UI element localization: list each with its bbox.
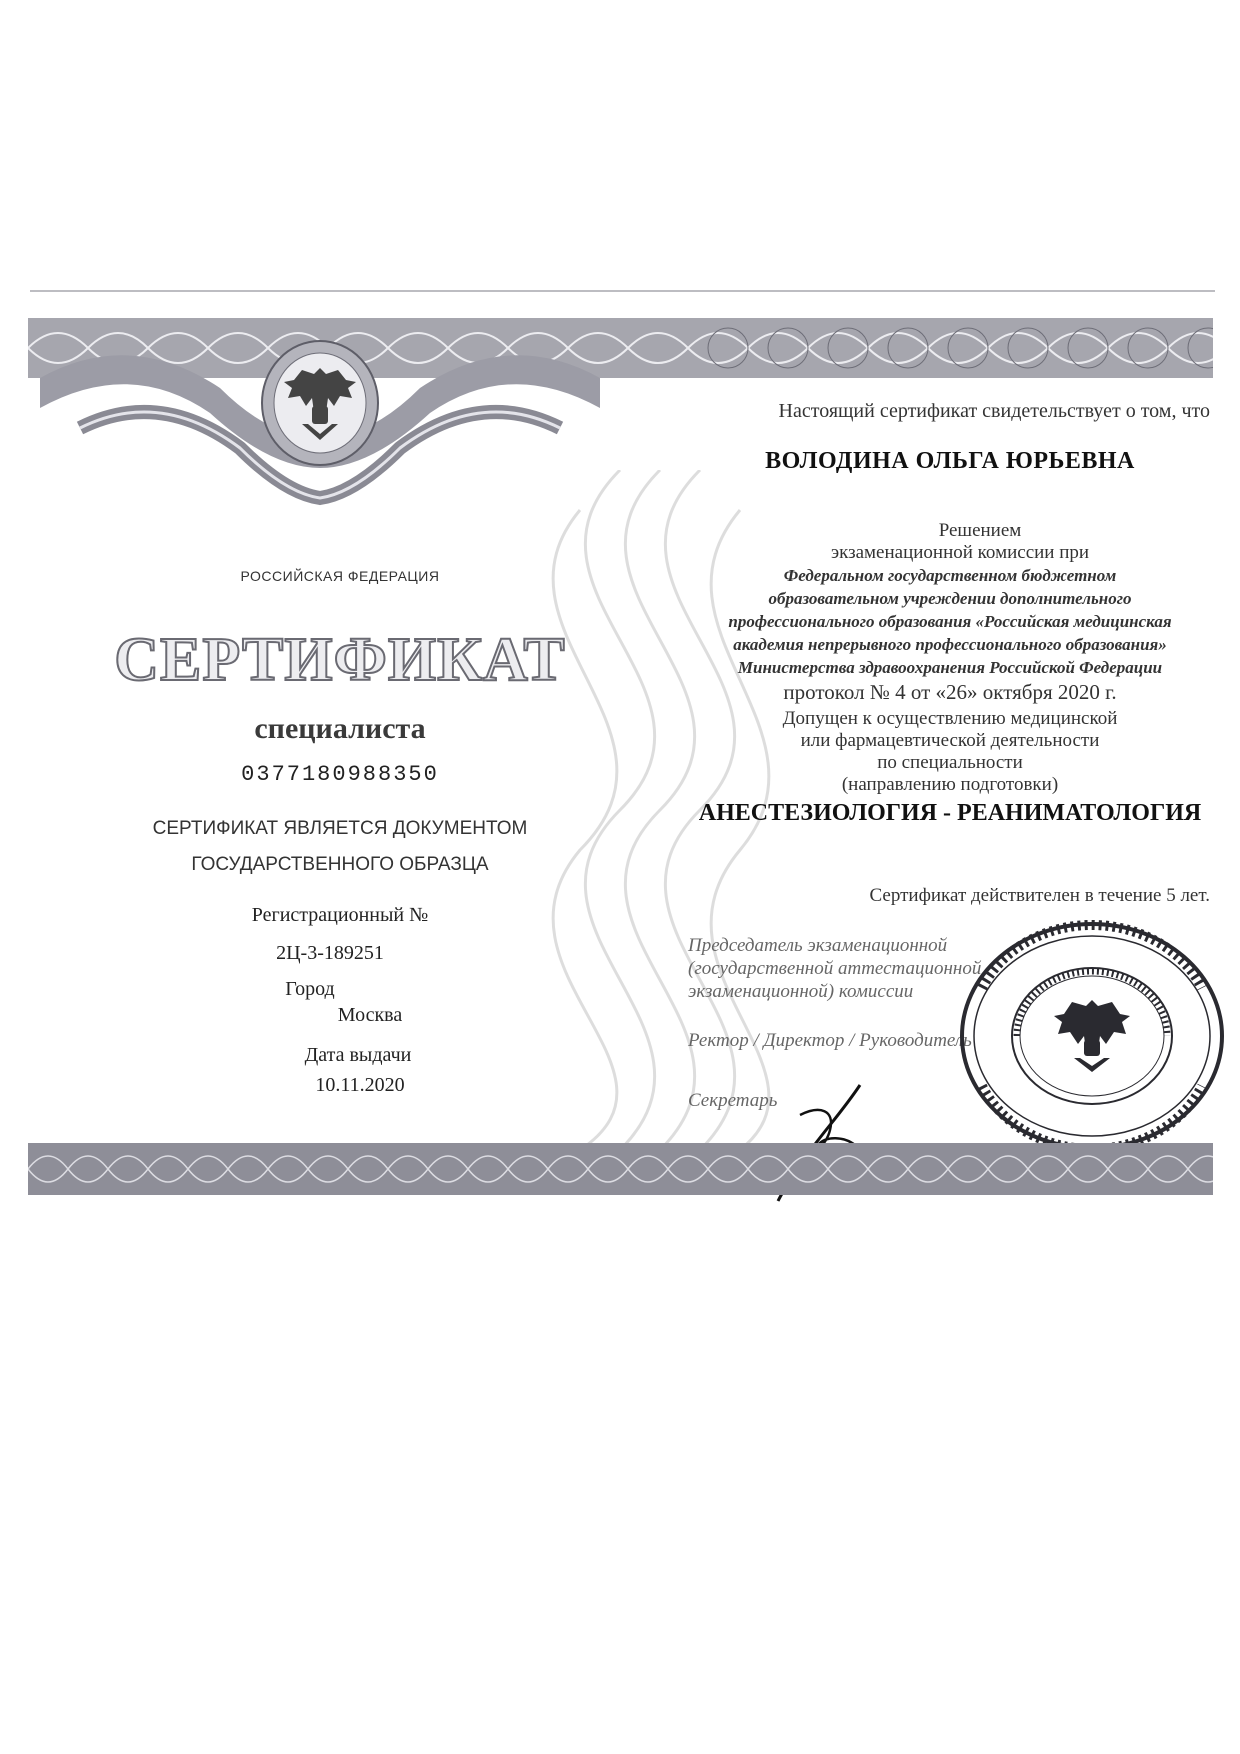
admitted-line-3: по специальности bbox=[877, 752, 1023, 773]
protocol-line: протокол № 4 от «26» октября 2020 г. bbox=[783, 680, 1117, 704]
registration-number: 2Ц-3-189251 bbox=[276, 942, 384, 964]
issue-date-value: 10.11.2020 bbox=[315, 1074, 405, 1096]
issue-date-label: Дата выдачи bbox=[304, 1044, 412, 1066]
decision-line-1: Решением bbox=[938, 520, 1022, 541]
document-status-line-2: ГОСУДАРСТВЕННОГО ОБРАЗЦА bbox=[191, 854, 489, 875]
document-status-line-1: СЕРТИФИКАТ ЯВЛЯЕТСЯ ДОКУМЕНТОМ bbox=[152, 818, 528, 839]
top-rule bbox=[30, 290, 1215, 292]
institution-line-5: Министерства здравоохранения Российской Федерации bbox=[737, 658, 1163, 677]
rector-label: Ректор / Директор / Руководитель bbox=[688, 1030, 972, 1051]
city-label: Город bbox=[285, 978, 335, 1000]
institution-line-3: профессионального образования «Российская медицинская bbox=[728, 612, 1172, 631]
certificate-title: СЕРТИФИКАТ bbox=[114, 626, 566, 694]
specialty: АНЕСТЕЗИОЛОГИЯ - РЕАНИМАТОЛОГИЯ bbox=[698, 800, 1202, 826]
intro-text: Настоящий сертификат свидетельствует о том, что bbox=[778, 400, 1210, 422]
chair-line-3: экзаменационной) комиссии bbox=[688, 981, 914, 1002]
registration-label: Регистрационный № bbox=[251, 904, 429, 926]
bottom-ornament-band bbox=[28, 1143, 1213, 1195]
admitted-line-2: или фармацевтической деятельности bbox=[800, 730, 1100, 751]
institution-line-1: Федеральном государственном бюджетном bbox=[783, 566, 1117, 585]
country-label: РОССИЙСКАЯ ФЕДЕРАЦИЯ bbox=[240, 568, 440, 584]
admitted-line-1: Допущен к осуществлению медицинской bbox=[782, 708, 1118, 729]
institution-line-4: академия непрерывного профессионального образования» bbox=[733, 635, 1167, 654]
admitted-line-4: (направлению подготовки) bbox=[841, 774, 1059, 795]
decision-line-2: экзаменационной комиссии при bbox=[830, 542, 1090, 563]
institution-line-2: образовательном учреждении дополнительного bbox=[768, 589, 1132, 608]
validity-text: Сертификат действителен в течение 5 лет. bbox=[869, 885, 1210, 906]
holder-name: ВОЛОДИНА ОЛЬГА ЮРЬЕВНА bbox=[765, 448, 1135, 474]
official-seal bbox=[942, 918, 1230, 1153]
city-value: Москва bbox=[337, 1004, 403, 1026]
certificate-number: 0377180988350 bbox=[241, 762, 439, 787]
secretary-label: Секретарь bbox=[688, 1090, 778, 1111]
chair-line-1: Председатель экзаменационной bbox=[688, 935, 948, 956]
certificate-subtitle: специалиста bbox=[254, 712, 426, 745]
chair-line-2: (государственной аттестационной bbox=[688, 958, 982, 979]
